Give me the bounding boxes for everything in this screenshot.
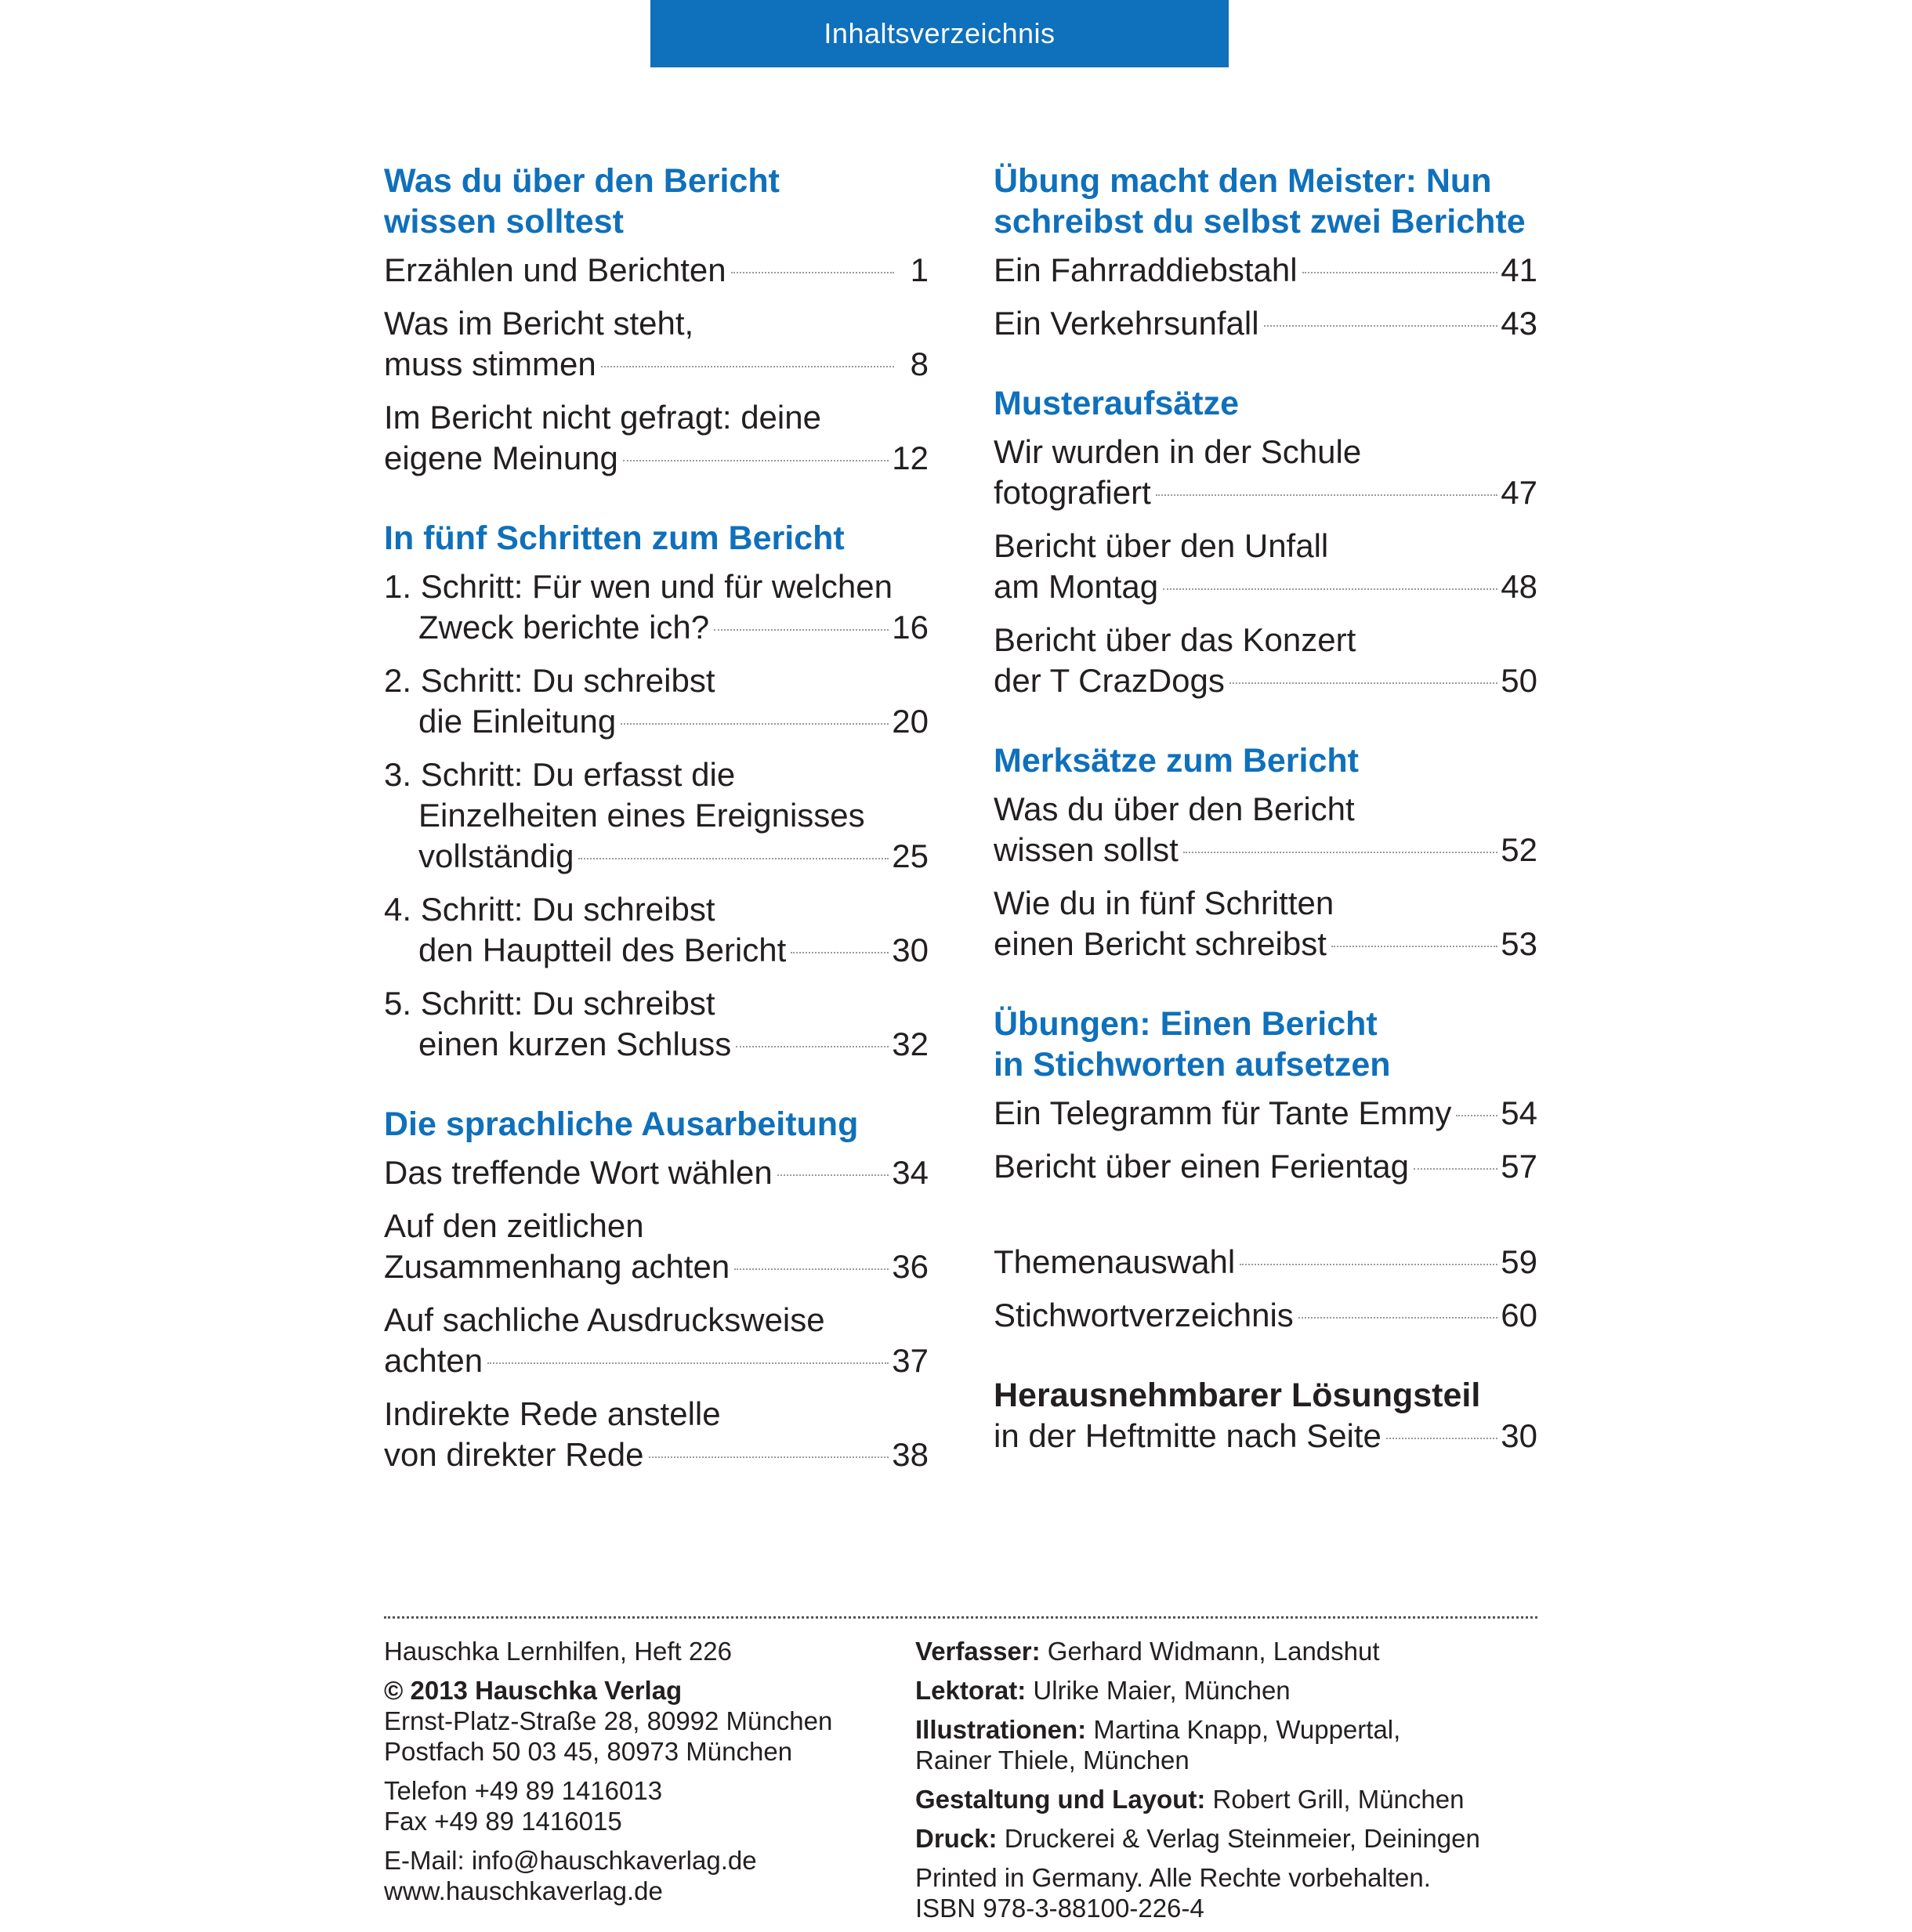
toc-page-number: 48 <box>1501 568 1537 605</box>
toc-page-number: 36 <box>892 1248 929 1285</box>
toc-entry-label: Bericht über den Unfall <box>994 527 1329 564</box>
toc-entry-label: 3. Schritt: Du erfasst die <box>384 756 736 793</box>
toc-page-number: 50 <box>1501 662 1537 699</box>
toc-entry-label: der T CrazDogs <box>994 662 1225 699</box>
toc-entry-label: einen kurzen Schluss <box>418 1026 732 1062</box>
section-title-line: Was du über den Bericht <box>384 162 780 200</box>
toc-page-number: 8 <box>910 346 929 382</box>
toc-page-number: 53 <box>1501 925 1537 962</box>
dot-leader <box>1414 1168 1497 1170</box>
toc-section-merksaetze <box>994 740 1537 964</box>
toc-entry[interactable] <box>994 1295 1537 1336</box>
credit-value: Druckerei & Verlag Steinmeier, Deiningen <box>997 1824 1480 1853</box>
phone-text: Telefon +49 89 1416013 <box>384 1776 663 1805</box>
page-title: Inhaltsverzeichnis <box>824 17 1056 49</box>
credit-value: Rainer Thiele, München <box>915 1746 1190 1775</box>
toc-entry-label: Auf sachliche Ausdrucksweise <box>384 1301 825 1338</box>
isbn-text: ISBN 978-3-88100-226-4 <box>915 1894 1204 1923</box>
toc-entry-label: den Hauptteil des Bericht <box>418 932 787 968</box>
dot-leader <box>1302 272 1498 273</box>
toc-page-number: 54 <box>1501 1094 1537 1131</box>
toc-page-number: 30 <box>1501 1417 1537 1454</box>
credit-label: Verfasser: <box>915 1637 1041 1666</box>
toc-entry-label: Indirekte Rede anstelle <box>384 1395 721 1432</box>
dot-leader <box>714 629 889 631</box>
dot-leader <box>578 858 889 859</box>
section-title-line: Übungen: Einen Bericht <box>994 1005 1378 1043</box>
toc-entry-label: von direkter Rede <box>384 1436 644 1473</box>
series-text: Hauschka Lernhilfen, Heft 226 <box>384 1637 732 1666</box>
toc-entry-label: eigene Meinung <box>384 440 618 476</box>
toc-entry-label: Themenauswahl <box>994 1243 1236 1280</box>
toc-entry-label: Herausnehmbarer Lösungsteil <box>994 1377 1481 1414</box>
toc-section-sprache <box>384 1104 929 1475</box>
toc-entry-label: 5. Schritt: Du schreibst <box>384 985 715 1022</box>
dot-leader <box>791 952 889 953</box>
toc-entry-label: in der Heftmitte nach Seite <box>994 1417 1381 1454</box>
email-link[interactable]: E-Mail: info@hauschkaverlag.de <box>384 1846 757 1875</box>
toc-entry-label: Ein Fahrraddiebstahl <box>994 251 1298 288</box>
dot-leader <box>1240 1264 1497 1265</box>
toc-entry-label: achten <box>384 1342 483 1379</box>
dot-leader <box>649 1456 889 1458</box>
toc-page-number: 30 <box>892 932 929 968</box>
dot-leader <box>1386 1438 1497 1439</box>
website-link[interactable]: www.hauschkaverlag.de <box>384 1876 663 1905</box>
toc-entry[interactable] <box>994 789 1537 870</box>
toc-entry-label: wissen sollst <box>994 831 1179 868</box>
credit-author <box>915 1636 1542 1666</box>
dot-leader <box>621 723 889 725</box>
toc-entry-label: Wie du in fünf Schritten <box>994 885 1334 921</box>
toc-entry-label: 1. Schritt: Für wen und für welchen <box>384 568 893 605</box>
toc-entry[interactable] <box>994 526 1537 607</box>
toc-entry[interactable] <box>384 754 929 877</box>
credit-illustrations <box>915 1714 1542 1745</box>
credit-value: Robert Grill, München <box>1205 1785 1465 1814</box>
toc-page-number: 41 <box>1501 251 1537 288</box>
copyright-text: © 2013 Hauschka Verlag <box>384 1676 683 1705</box>
toc-page-number: 47 <box>1501 474 1537 511</box>
toc-entry[interactable] <box>994 432 1537 513</box>
credit-value: Martina Knapp, Wuppertal, <box>1086 1715 1401 1744</box>
toc-page-number: 52 <box>1501 831 1537 868</box>
toc-entry-label: am Montag <box>994 568 1159 605</box>
toc-section-uebungen <box>994 1004 1537 1187</box>
toc-entry-label: 4. Schritt: Du schreibst <box>384 891 715 928</box>
address-line: Postfach 50 03 45, 80973 München <box>384 1737 793 1766</box>
dot-leader <box>1298 1317 1497 1319</box>
toc-section-wissen <box>384 161 929 479</box>
credit-value: Gerhard Widmann, Landshut <box>1040 1637 1380 1666</box>
section-title-line: Übung macht den Meister: Nun <box>994 162 1492 200</box>
toc-page-number: 59 <box>1501 1243 1537 1280</box>
rights-text: Printed in Germany. Alle Rechte vorbehalten. <box>915 1863 1431 1892</box>
toc-entry-label: Erzählen und Berichten <box>384 251 726 288</box>
toc-page-number: 12 <box>892 440 929 476</box>
dot-leader <box>1456 1115 1497 1116</box>
dot-leader <box>1183 852 1498 853</box>
credit-label: Lektorat: <box>915 1676 1027 1705</box>
toc-entry[interactable] <box>384 397 929 479</box>
credit-label: Illustrationen: <box>915 1715 1087 1744</box>
toc-right-column <box>994 161 1537 1496</box>
toc-entry[interactable] <box>994 303 1537 344</box>
credits-info <box>915 1636 1542 1932</box>
toc-page-number: 1 <box>910 251 929 288</box>
toc-entry-label: Auf den zeitlichen <box>384 1207 644 1244</box>
dot-leader <box>1331 946 1497 947</box>
toc-entry[interactable] <box>384 889 929 971</box>
toc-entry[interactable] <box>384 660 929 742</box>
toc-entry[interactable] <box>384 1152 929 1193</box>
dot-leader <box>601 366 894 367</box>
toc-entry[interactable] <box>384 566 929 648</box>
dot-leader <box>487 1362 889 1364</box>
dot-leader <box>1163 588 1497 590</box>
toc-entry-label: Was du über den Bericht <box>994 791 1355 827</box>
toc-page-number: 43 <box>1501 305 1537 342</box>
footer-divider <box>384 1616 1537 1619</box>
section-title: Musteraufsätze <box>994 385 1240 422</box>
toc-entry-label: die Einleitung <box>418 703 617 740</box>
toc-entry[interactable] <box>994 1093 1537 1134</box>
toc-entry-label: Bericht über das Konzert <box>994 621 1356 658</box>
toc-entry[interactable] <box>994 620 1537 701</box>
toc-page-number: 32 <box>892 1026 929 1062</box>
credit-editor <box>915 1675 1542 1706</box>
toc-entry[interactable] <box>384 1206 929 1287</box>
toc-page-number: 25 <box>892 838 929 874</box>
section-title-line: wissen solltest <box>384 203 624 241</box>
toc-section-schritte <box>384 518 929 1065</box>
dot-leader <box>1229 682 1497 684</box>
toc-page-number: 34 <box>892 1154 929 1191</box>
header-bar <box>650 0 1229 67</box>
section-title <box>994 1004 1537 1085</box>
toc-entry-label: einen Bericht schreibst <box>994 925 1327 962</box>
toc-page-number: 38 <box>892 1436 929 1473</box>
toc-entry[interactable] <box>994 1146 1537 1187</box>
toc-entry[interactable] <box>994 883 1537 964</box>
toc-entry-label: vollständig <box>418 838 574 874</box>
toc-entry[interactable] <box>384 1300 929 1381</box>
toc-page-number: 60 <box>1501 1297 1537 1333</box>
toc-entry-label: Das treffende Wort wählen <box>384 1154 773 1191</box>
toc-section-anhang <box>994 1242 1537 1336</box>
toc-entry[interactable] <box>384 303 929 385</box>
toc-section-uebung <box>994 161 1537 344</box>
toc-entry-label: Zweck berichte ich? <box>418 609 710 646</box>
dot-leader <box>734 1268 889 1270</box>
section-title-line: in Stichworten aufsetzen <box>994 1046 1391 1084</box>
toc-entry-label: muss stimmen <box>384 346 596 382</box>
toc-entry-label: fotografiert <box>994 474 1151 511</box>
toc-entry-label: Stichwortverzeichnis <box>994 1297 1294 1333</box>
dot-leader <box>731 272 894 273</box>
toc-entry[interactable] <box>994 1242 1537 1283</box>
toc-entry-label: Ein Verkehrsunfall <box>994 305 1259 342</box>
toc-entry[interactable] <box>384 1394 929 1475</box>
toc-page-number: 16 <box>892 609 929 646</box>
toc-entry-label: 2. Schritt: Du schreibst <box>384 662 715 699</box>
toc-entry-label: Was im Bericht steht, <box>384 305 694 342</box>
credit-print <box>915 1823 1542 1854</box>
toc-entry[interactable] <box>994 250 1537 291</box>
toc-entry-label: Zusammenhang achten <box>384 1248 730 1285</box>
section-title-line: schreibst du selbst zwei Berichte <box>994 203 1526 241</box>
toc-entry-label: Bericht über einen Ferientag <box>994 1148 1409 1185</box>
fax-text: Fax +49 89 1416015 <box>384 1807 622 1836</box>
toc-entry[interactable] <box>994 1375 1537 1456</box>
dot-leader <box>1264 325 1498 327</box>
dot-leader <box>777 1174 889 1176</box>
toc-section-muster <box>994 383 1537 701</box>
credit-value: Ulrike Maier, München <box>1026 1676 1291 1705</box>
section-title: In fünf Schritten zum Bericht <box>384 519 845 557</box>
dot-leader <box>736 1046 889 1047</box>
toc-entry-label: Im Bericht nicht gefragt: deine <box>384 399 821 436</box>
toc-section-loesung <box>994 1375 1537 1456</box>
toc-page-number: 57 <box>1501 1148 1537 1185</box>
toc-entry-label: Wir wurden in der Schule <box>994 433 1362 470</box>
credit-label: Druck: <box>915 1824 998 1853</box>
section-title <box>384 161 929 242</box>
dot-leader <box>1156 494 1498 496</box>
section-title: Die sprachliche Ausarbeitung <box>384 1105 859 1143</box>
toc-left-column <box>384 161 929 1514</box>
toc-page-number: 37 <box>892 1342 929 1379</box>
toc-entry-label: Einzelheiten eines Ereignisses <box>418 797 865 834</box>
address-line: Ernst-Platz-Straße 28, 80992 München <box>384 1706 833 1735</box>
credit-label: Gestaltung und Layout: <box>915 1785 1206 1814</box>
section-title <box>994 161 1537 242</box>
publisher-info <box>384 1636 893 1915</box>
toc-entry[interactable] <box>384 250 929 291</box>
dot-leader <box>623 460 889 461</box>
toc-page-number: 20 <box>892 703 929 740</box>
toc-entry-label: Ein Telegramm für Tante Emmy <box>994 1094 1452 1131</box>
credit-design <box>915 1784 1542 1814</box>
toc-entry[interactable] <box>384 983 929 1065</box>
section-title: Merksätze zum Bericht <box>994 742 1359 780</box>
